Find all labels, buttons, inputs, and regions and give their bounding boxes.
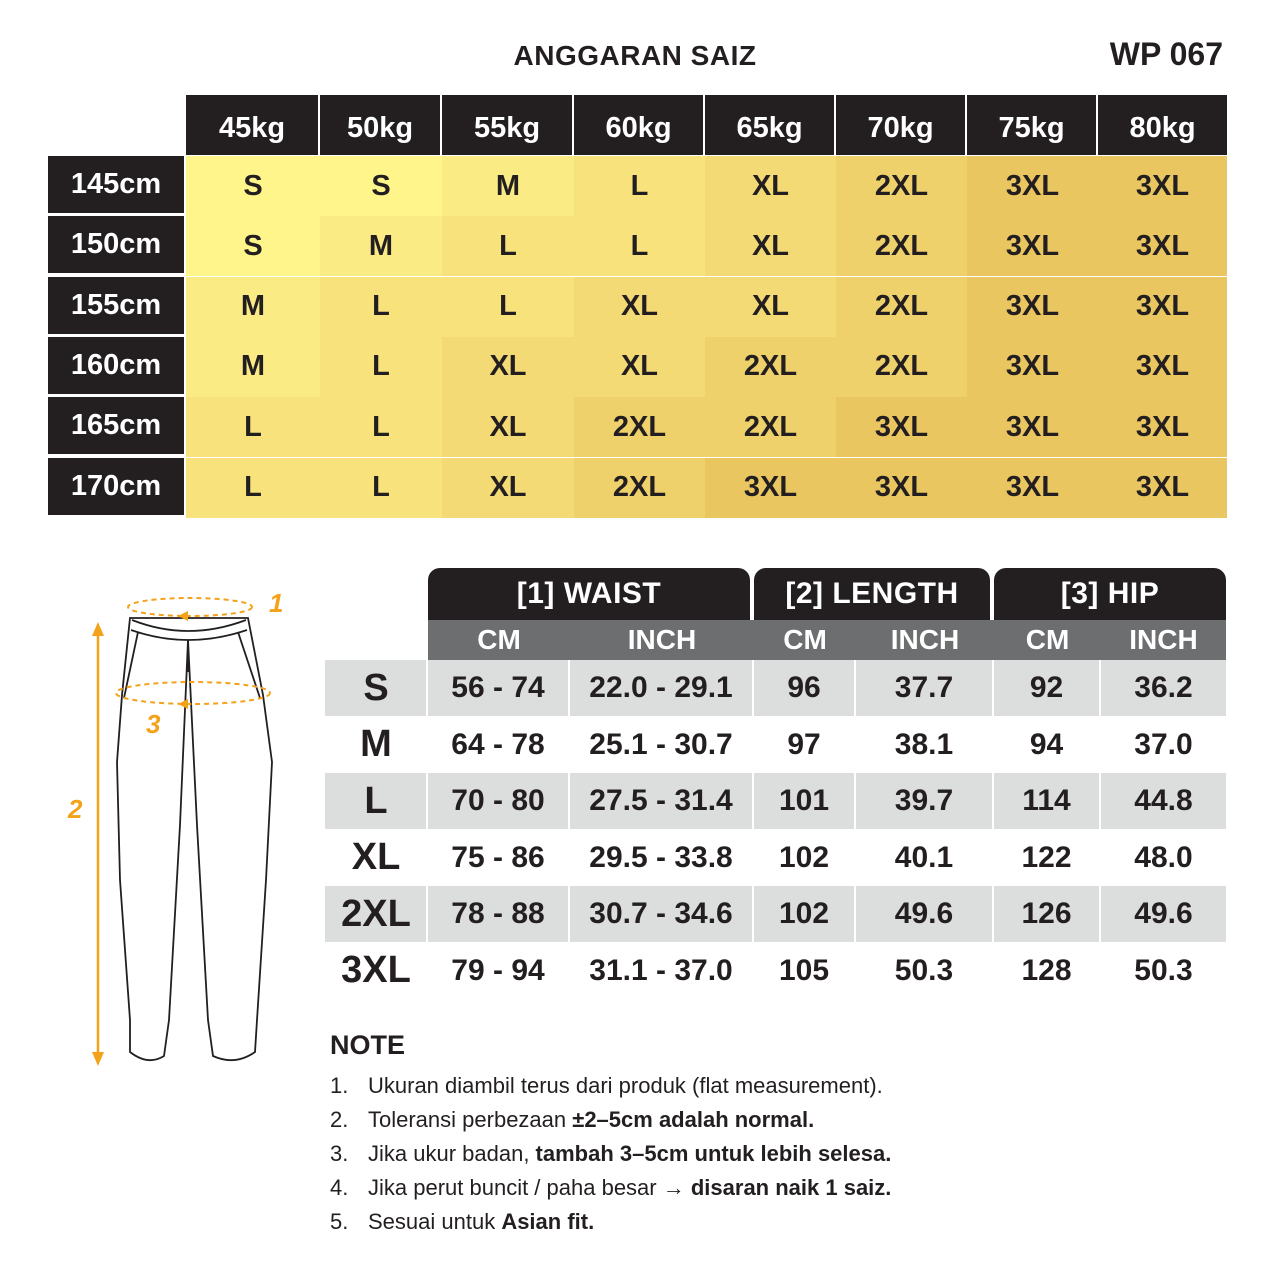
size-cell: L: [574, 156, 705, 216]
note-emphasis: Asian fit.: [501, 1209, 595, 1234]
size-cell: 2XL: [705, 337, 836, 397]
measure-value: 44.8: [1134, 784, 1193, 817]
size-cell: XL: [442, 337, 574, 397]
size-cell: 3XL: [836, 397, 967, 457]
weight-header: 55kg: [442, 95, 572, 155]
weight-header: 45kg: [186, 95, 318, 155]
measure-value: 114: [1022, 784, 1071, 817]
measure-value: 96: [787, 671, 821, 704]
measure-group-header: [1] WAIST: [428, 568, 750, 620]
measure-value: 75 - 86: [451, 840, 545, 874]
note-item: [330, 1209, 594, 1235]
size-cell: 3XL: [967, 156, 1098, 216]
size-cell: 3XL: [705, 458, 836, 518]
note-item: [330, 1141, 891, 1167]
size-cell: XL: [574, 337, 705, 397]
size-cell: 3XL: [1098, 216, 1227, 276]
note-item: [330, 1107, 814, 1133]
size-cell: L: [442, 216, 574, 276]
unit-header: CM: [428, 620, 570, 660]
measure-group-header: [3] HIP: [994, 568, 1226, 620]
weight-header: 50kg: [320, 95, 440, 155]
measure-value: 40.1: [894, 840, 954, 874]
size-cell: 2XL: [836, 337, 967, 397]
height-header: 170cm: [48, 458, 184, 515]
size-cell: 2XL: [836, 156, 967, 216]
measure-value: 39.7: [894, 784, 954, 817]
size-cell: 3XL: [967, 458, 1098, 518]
measure-value: 122: [1021, 840, 1072, 874]
note-number: 1.: [330, 1073, 349, 1098]
note-emphasis: tambah 3–5cm untuk lebih selesa.: [535, 1141, 892, 1166]
measure-value: 25.1 - 30.7: [589, 727, 733, 761]
note-item: [330, 1175, 891, 1201]
size-cell: S: [186, 156, 320, 216]
note-number: 4.: [330, 1175, 349, 1200]
size-cell: S: [320, 156, 442, 216]
measure-value: 92: [1029, 671, 1064, 704]
note-emphasis: ±2–5cm adalah normal.: [572, 1107, 815, 1132]
hip-measure-icon: [116, 682, 270, 709]
label-1: 1: [269, 588, 284, 618]
measure-value: 94: [1029, 727, 1064, 761]
unit-header: INCH: [856, 620, 994, 660]
pants-measurement-diagram: [60, 580, 310, 1080]
size-cell: L: [320, 397, 442, 457]
unit-header: INCH: [1101, 620, 1226, 660]
note-text: Toleransi perbezaan: [368, 1107, 573, 1132]
measure-value: 105: [778, 953, 830, 987]
size-cell: 3XL: [967, 277, 1098, 337]
measure-value: 48.0: [1134, 840, 1193, 874]
height-header: 150cm: [48, 216, 184, 273]
size-cell: L: [186, 397, 320, 457]
height-header: 145cm: [48, 156, 184, 213]
note-text: Ukuran diambil terus dari produk (flat measurement).: [368, 1073, 883, 1098]
size-cell: L: [574, 216, 705, 276]
size-cell: 3XL: [967, 216, 1098, 276]
measure-value: 101: [778, 784, 830, 817]
measure-value: 29.5 - 33.8: [589, 840, 733, 874]
measure-value: 37.7: [894, 671, 954, 704]
size-cell: XL: [705, 277, 836, 337]
weight-header: 80kg: [1098, 95, 1227, 155]
size-cell: 2XL: [836, 216, 967, 276]
size-cell: S: [186, 216, 320, 276]
size-cell: XL: [574, 277, 705, 337]
height-header: 165cm: [48, 397, 184, 454]
column-divider: [752, 660, 754, 999]
note-item: [330, 1073, 883, 1099]
height-header: 155cm: [48, 277, 184, 334]
size-cell: 3XL: [836, 458, 967, 518]
measure-value: 70 - 80: [451, 784, 545, 817]
size-cell: XL: [442, 397, 574, 457]
weight-header: 70kg: [836, 95, 965, 155]
column-divider: [854, 660, 856, 999]
size-cell: M: [442, 156, 574, 216]
label-3: 3: [146, 709, 161, 739]
size-cell: 2XL: [836, 277, 967, 337]
size-cell: 3XL: [1098, 397, 1227, 457]
measure-value: 36.2: [1134, 671, 1193, 704]
size-label: M: [360, 723, 392, 765]
size-label: S: [363, 666, 389, 709]
measure-value: 49.6: [894, 897, 954, 930]
weight-header: 75kg: [967, 95, 1096, 155]
size-cell: XL: [442, 458, 574, 518]
measure-value: 49.6: [1134, 897, 1193, 930]
height-header: 160cm: [48, 337, 184, 394]
weight-header: 65kg: [705, 95, 834, 155]
size-cell: L: [320, 458, 442, 518]
page-title: ANGGARAN SAIZ: [513, 40, 757, 71]
measure-value: 102: [778, 897, 830, 930]
measure-value: 79 - 94: [451, 953, 545, 987]
size-cell: 3XL: [967, 337, 1098, 397]
size-label: L: [364, 779, 388, 822]
measure-value: 56 - 74: [451, 671, 545, 704]
size-cell: XL: [705, 216, 836, 276]
measure-value: 126: [1021, 897, 1072, 930]
column-divider: [992, 660, 994, 999]
weight-header: 60kg: [574, 95, 703, 155]
size-cell: 2XL: [574, 397, 705, 457]
measure-value: 64 - 78: [451, 727, 545, 761]
size-cell: M: [320, 216, 442, 276]
size-cell: L: [186, 458, 320, 518]
measure-group-header: [2] LENGTH: [754, 568, 990, 620]
column-divider: [1099, 660, 1101, 999]
size-cell: 3XL: [1098, 156, 1227, 216]
measure-value: 30.7 - 34.6: [589, 897, 733, 930]
measure-value: 50.3: [894, 953, 954, 987]
size-cell: 2XL: [574, 458, 705, 518]
note-title: NOTE: [330, 1030, 406, 1060]
note-text: Jika ukur badan,: [368, 1141, 536, 1166]
column-divider: [426, 660, 428, 999]
note-text: Sesuai untuk: [368, 1209, 502, 1234]
size-cell: 3XL: [1098, 277, 1227, 337]
column-divider: [568, 660, 570, 999]
measure-value: 97: [787, 727, 821, 761]
note-emphasis: disaran naik 1 saiz.: [690, 1175, 892, 1200]
measure-value: 31.1 - 37.0: [589, 953, 733, 987]
size-cell: M: [186, 337, 320, 397]
measure-value: 50.3: [1134, 953, 1193, 987]
size-cell: 3XL: [967, 397, 1098, 457]
note-number: 3.: [330, 1141, 349, 1166]
measure-value: 27.5 - 31.4: [589, 784, 733, 817]
size-label: 2XL: [341, 892, 411, 935]
size-cell: L: [442, 277, 574, 337]
size-cell: L: [320, 277, 442, 337]
size-cell: 3XL: [1098, 337, 1227, 397]
length-arrow-icon: [92, 622, 104, 1066]
size-label: XL: [351, 836, 401, 878]
measure-value: 128: [1021, 953, 1072, 987]
note-number: 5.: [330, 1209, 349, 1234]
size-label: 3XL: [341, 949, 411, 991]
measure-value: 102: [778, 840, 830, 874]
size-cell: L: [320, 337, 442, 397]
size-cell: 3XL: [1098, 458, 1227, 518]
label-2: 2: [68, 794, 83, 824]
note-number: 2.: [330, 1107, 349, 1132]
size-cell: M: [186, 277, 320, 337]
unit-header: INCH: [570, 620, 754, 660]
size-cell: XL: [705, 156, 836, 216]
measure-value: 37.0: [1134, 727, 1193, 761]
product-code: WP 067: [1109, 36, 1223, 72]
measure-value: 38.1: [894, 727, 954, 761]
unit-header: CM: [754, 620, 856, 660]
size-cell: 2XL: [705, 397, 836, 457]
note-text: Jika perut buncit / paha besar →: [368, 1175, 691, 1200]
unit-header: CM: [994, 620, 1101, 660]
measure-value: 78 - 88: [451, 897, 545, 930]
measure-value: 22.0 - 29.1: [589, 671, 733, 704]
